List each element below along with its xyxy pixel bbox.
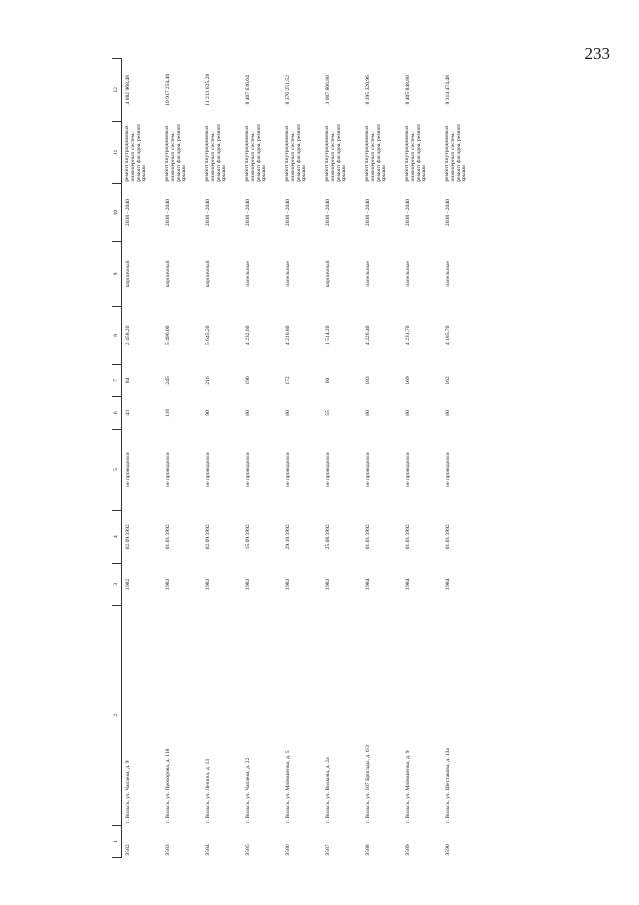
building-address: г. Вольск, ул. Чапаева, д. 9 <box>125 760 131 824</box>
building-area: 5 496,00 <box>165 325 171 346</box>
planned-period: 2038 - 2040 <box>245 199 251 227</box>
wall-material: кирпичный <box>125 260 131 288</box>
column-number-11: 11 <box>112 121 122 184</box>
column-number-4: 4 <box>112 510 122 563</box>
planned-works: ремонт внутридомовых инженерных систем, ремонт фасадов, ремонт крыши <box>444 123 468 182</box>
planned-period: 2038 - 2040 <box>125 199 131 227</box>
planned-cost: 8 376 251,52 <box>285 75 291 105</box>
column-6-value: 80 <box>285 410 291 416</box>
column-7-value: 162 <box>445 376 451 385</box>
column-6-value: 80 <box>445 410 451 416</box>
column-number-9: 9 <box>112 242 122 307</box>
building-address: г. Вольск, ул. Шестакова, д. 13а <box>445 748 451 824</box>
last-repair-status: не проводился <box>445 452 451 487</box>
column-7-value: 245 <box>165 376 171 385</box>
building-address: г. Вольск, ул. 107 Бригады, д. 6/3 <box>365 744 371 824</box>
column-number-3: 3 <box>112 563 122 605</box>
column-number-1: 1 <box>112 825 122 857</box>
wall-material: кирпичный <box>205 260 211 288</box>
commission-year: 1983 <box>245 578 251 590</box>
planned-works: ремонт внутридомовых инженерных систем, ремонт фасадов, ремонт крыши <box>284 123 308 182</box>
planned-works: ремонт внутридомовых инженерных систем, ремонт фасадов, ремонт крыши <box>124 123 148 182</box>
table-row <box>242 59 282 858</box>
first-privatization-date: 01.01.1992 <box>365 524 371 550</box>
first-privatization-date: 02.09.1992 <box>125 524 131 550</box>
building-address: г. Вольск, ул. Волкова, д. 2а <box>325 757 331 824</box>
last-repair-status: не проводился <box>365 452 371 487</box>
building-area: 4 232,60 <box>245 325 251 346</box>
building-address: г. Вольск, ул. Матюшенко, д. 5 <box>285 750 291 824</box>
planned-works: ремонт внутридомовых инженерных систем, ремонт фасадов, ремонт крыши <box>244 123 268 182</box>
building-area: 5 645,20 <box>205 325 211 346</box>
first-privatization-date: 01.01.1992 <box>445 524 451 550</box>
wall-material: панельные <box>285 261 291 287</box>
column-6-value: 90 <box>205 410 211 416</box>
planned-works: ремонт внутридомовых инженерных систем, ремонт фасадов, ремонт крыши <box>324 123 348 182</box>
row-number: 3588 <box>365 844 371 856</box>
column-6-value: 43 <box>125 410 131 416</box>
first-privatization-date: 29.10.1992 <box>285 524 291 550</box>
row-number: 3589 <box>405 844 411 856</box>
column-number-2: 2 <box>112 605 122 825</box>
row-number: 3583 <box>165 844 171 856</box>
last-repair-status: не проводился <box>325 452 331 487</box>
commission-year: 1983 <box>325 578 331 590</box>
table-row <box>442 59 482 858</box>
table-row <box>402 59 442 858</box>
wall-material: кирпичный <box>325 260 331 288</box>
planned-cost: 8 395 320,96 <box>365 75 371 105</box>
commission-year: 1982 <box>125 578 131 590</box>
column-7-value: 169 <box>405 376 411 385</box>
first-privatization-date: 02.09.1992 <box>205 524 211 550</box>
building-address: г. Вольск, ул. Матюшенко, д. 9 <box>405 750 411 824</box>
planned-cost: 8 405 848,88 <box>405 75 411 105</box>
planned-period: 2038 - 2040 <box>405 199 411 227</box>
column-number-7: 7 <box>112 364 122 396</box>
column-7-value: 190 <box>245 376 251 385</box>
planned-cost: 3 007 806,88 <box>325 75 331 105</box>
row-number: 3584 <box>205 844 211 856</box>
commission-year: 1984 <box>405 578 411 590</box>
table-row <box>322 59 362 858</box>
column-6-value: 116 <box>165 408 171 417</box>
first-privatization-date: 01.01.1992 <box>165 524 171 550</box>
rotated-page-content <box>112 58 468 858</box>
building-area: 4 216,80 <box>285 325 291 346</box>
planned-cost: 11 213 625,28 <box>205 73 211 106</box>
column-7-value: 216 <box>205 376 211 385</box>
commission-year: 1983 <box>205 578 211 590</box>
last-repair-status: не проводился <box>285 452 291 487</box>
column-6-value: 80 <box>405 410 411 416</box>
table-row <box>122 59 163 858</box>
planned-cost: 8 407 636,64 <box>245 75 251 105</box>
column-number-10: 10 <box>112 184 122 242</box>
first-privatization-date: 15.09.1992 <box>245 524 251 550</box>
planned-period: 2038 - 2040 <box>365 199 371 227</box>
row-number: 3582 <box>125 844 131 856</box>
building-address: г. Вольск, ул. Ленина, д. 13 <box>205 758 211 824</box>
column-7-value: 84 <box>125 377 131 384</box>
column-6-value: 80 <box>365 410 371 416</box>
building-area: 4 226,40 <box>365 325 371 346</box>
commission-year: 1983 <box>165 578 171 590</box>
building-area: 4 185,70 <box>445 325 451 346</box>
column-number-8: 8 <box>112 306 122 364</box>
table-row <box>162 59 202 858</box>
last-repair-status: не проводился <box>405 452 411 487</box>
wall-material: панельные <box>245 261 251 287</box>
table-row <box>282 59 322 858</box>
building-area: 1 514,20 <box>325 325 331 346</box>
building-address: г. Вольск, ул. Прохорова, д. 118 <box>165 748 171 824</box>
last-repair-status: не проводился <box>245 452 251 487</box>
planned-cost: 10 917 254,40 <box>165 73 171 106</box>
commission-year: 1984 <box>365 578 371 590</box>
commission-year: 1983 <box>285 578 291 590</box>
planned-works: ремонт внутридомовых инженерных систем, ремонт фасадов, ремонт крыши <box>204 123 228 182</box>
table-row <box>362 59 402 858</box>
table-row <box>202 59 242 858</box>
column-6-value: 55 <box>325 410 331 416</box>
planned-period: 2038 - 2040 <box>165 199 171 227</box>
wall-material: кирпичный <box>165 260 171 288</box>
building-address: г. Вольск, ул. Чапаева, д. 22 <box>245 757 251 824</box>
planned-period: 2038 - 2040 <box>325 199 331 227</box>
column-7-value: 60 <box>325 377 331 384</box>
page-number: 233 <box>584 44 610 63</box>
first-privatization-date: 01.01.1992 <box>405 524 411 550</box>
building-area: 4 231,70 <box>405 325 411 346</box>
planned-period: 2038 - 2040 <box>205 199 211 227</box>
column-7-value: 183 <box>365 376 371 385</box>
wall-material: панельные <box>405 261 411 287</box>
commission-year: 1984 <box>445 578 451 590</box>
row-number: 3587 <box>325 844 331 856</box>
column-6-value: 80 <box>245 410 251 416</box>
planned-works: ремонт внутридомовых инженерных систем, ремонт фасадов, ремонт крыши <box>404 123 428 182</box>
row-number: 3586 <box>285 844 291 856</box>
first-privatization-date: 25.08.1992 <box>325 524 331 550</box>
planned-cost: 4 882 968,48 <box>125 75 131 105</box>
last-repair-status: не проводился <box>165 452 171 487</box>
planned-works: ремонт внутридомовых инженерных систем, ремонт фасадов, ремонт крыши <box>164 123 188 182</box>
planned-works: ремонт внутридомовых инженерных систем, ремонт фасадов, ремонт крыши <box>364 123 388 182</box>
column-number-12: 12 <box>112 59 122 122</box>
last-repair-status: не проводился <box>205 452 211 487</box>
column-number-6: 6 <box>112 397 122 429</box>
last-repair-status: не проводился <box>125 452 131 487</box>
row-number: 3590 <box>445 844 451 856</box>
row-number: 3585 <box>245 844 251 856</box>
column-number-header <box>112 59 122 858</box>
wall-material: панельные <box>365 261 371 287</box>
housing-registry-table <box>112 58 482 858</box>
planned-period: 2038 - 2040 <box>285 199 291 227</box>
planned-period: 2038 - 2040 <box>445 199 451 227</box>
wall-material: панельные <box>445 261 451 287</box>
building-area: 2 458,20 <box>125 325 131 346</box>
column-7-value: 172 <box>285 376 291 385</box>
planned-cost: 8 314 474,48 <box>445 75 451 105</box>
column-number-5: 5 <box>112 429 122 510</box>
